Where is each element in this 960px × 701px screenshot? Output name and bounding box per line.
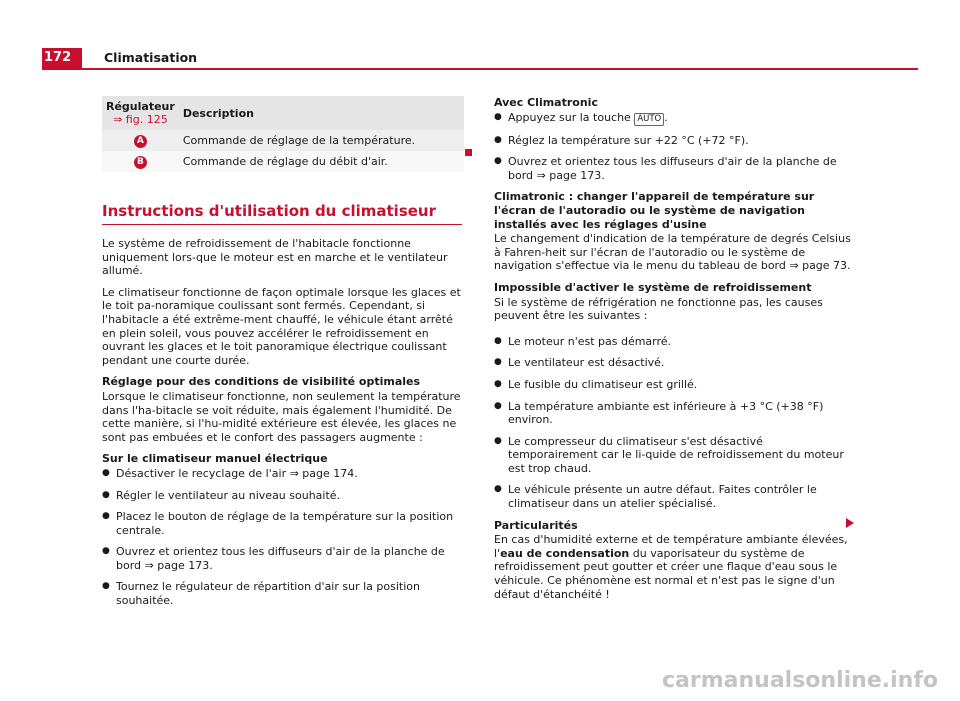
left-column-text xyxy=(102,237,462,616)
list-item: ● Le compresseur du climatiseur s'est désactivé temporairement car le li-quide de refroidissement du moteur est trop chaud. xyxy=(494,435,854,476)
table-header-row xyxy=(102,96,464,130)
subheading: Avec Climatronic xyxy=(494,96,598,109)
list-item: ● Ouvrez et orientez tous les diffuseurs d'air de la planche de bord ⇒ page 173. xyxy=(494,155,854,182)
figure-reference-link[interactable]: ⇒ fig. 125 xyxy=(113,113,168,126)
table-cell-description: Commande de réglage de la température. xyxy=(179,130,464,151)
marker-a-icon: A xyxy=(134,135,147,148)
chapter-title: Climatisation xyxy=(104,50,198,65)
paragraph: En cas d'humidité externe et de température ambiante élevées, l'eau de condensation du vaporisateur du système de refroidissement peut goutter et créer une flaque d'eau sous le véhicule. Ce phénomène est normal et n'est pas le signe d'un défaut d'étanchéité ! xyxy=(494,533,848,601)
paragraph: Lorsque le climatiseur fonctionne, non seulement la température dans l'ha-bitacle se voit réduite, mais également l'humidité. De cette manière, si l'hu-midité extérieure est élevée, les glaces ne sont pas embuées et le confort des passagers augmente : xyxy=(102,389,461,444)
list-item: ● Le moteur n'est pas démarré. xyxy=(494,335,854,349)
list-item: ● Régler le ventilateur au niveau souhaité. xyxy=(102,489,462,503)
table-cell-description: Commande de réglage du débit d'air. xyxy=(179,151,464,172)
section-title: Instructions d'utilisation du climatiseur xyxy=(102,202,462,225)
failure-causes-list xyxy=(494,335,854,511)
list-item: ● Tournez le régulateur de répartition d'air sur la position souhaitée. xyxy=(102,580,462,607)
continue-arrow-icon xyxy=(846,518,854,528)
list-item: ● Placez le bouton de réglage de la température sur la position centrale. xyxy=(102,510,462,537)
table-row xyxy=(102,130,464,151)
page-number: 172 xyxy=(42,48,82,68)
table-row xyxy=(102,151,464,172)
watermark: carmanualsonline.info xyxy=(662,668,938,693)
header-rule xyxy=(42,68,918,70)
paragraph: Si le système de réfrigération ne fonctionne pas, les causes peuvent être les suivantes : xyxy=(494,295,823,323)
paragraph: Le climatiseur fonctionne de façon optimale lorsque les glaces et le toit pa-noramique coulissant sont fermés. Cependant, si l'habitacle a été extrême-ment chauffé, le véhicule étant arrêté en plein soleil, vous pouvez accélérer le refroidissement en ouvrant les glaces et le toit panoramique électrique coulissant pendant une courte durée. xyxy=(102,285,461,367)
subheading: Particularités xyxy=(494,518,578,532)
subheading: Sur le climatiseur manuel électrique xyxy=(102,452,328,466)
list-item: ● Réglez la température sur +22 °C (+72 °F). xyxy=(494,134,854,148)
column-header-description: Description xyxy=(179,96,464,130)
page-header xyxy=(42,48,918,70)
column-header-regulator-label: Régulateur xyxy=(106,100,175,113)
list-item: ● Le fusible du climatiseur est grillé. xyxy=(494,378,854,392)
right-column-text xyxy=(494,96,854,609)
regulator-table-block xyxy=(102,96,462,172)
subheading: Climatronic : changer l'appareil de température sur l'écran de l'autoradio ou le système de navigation installés avec les réglages d'usine xyxy=(494,190,815,231)
marker-b-icon: B xyxy=(134,156,147,169)
paragraph: Le changement d'indication de la température de degrés Celsius à Fahren-heit sur l'écran de l'autoradio ou le système de navigation s'effectue via le menu du tableau de bord ⇒ page 73. xyxy=(494,232,851,273)
manual-ac-steps-list xyxy=(102,467,462,608)
paragraph: Le système de refroidissement de l'habitacle fonctionne uniquement lors-que le moteur est en marche et le ventilateur allumé. xyxy=(102,237,448,278)
list-item: ● La température ambiante est inférieure à +3 °C (+38 °F) environ. xyxy=(494,400,854,427)
subheading: Réglage pour des conditions de visibilité optimales xyxy=(102,375,421,389)
list-item: ● Désactiver le recyclage de l'air ⇒ page 174. xyxy=(102,467,462,481)
list-item: ● Le véhicule présente un autre défaut. Faites contrôler le climatiseur dans un atelier spécialisé. xyxy=(494,483,854,510)
column-header-regulator xyxy=(102,96,179,130)
auto-key-icon: AUTO xyxy=(634,113,664,126)
list-item: ● Le ventilateur est désactivé. xyxy=(494,356,854,370)
subheading: Impossible d'activer le système de refroidissement xyxy=(494,280,812,294)
climatronic-steps-list xyxy=(494,111,854,183)
list-item: ● Appuyez sur la touche AUTO . xyxy=(494,111,854,126)
section-end-square-icon xyxy=(465,149,472,156)
bold-term: eau de condensation xyxy=(500,546,630,560)
regulator-table xyxy=(102,96,464,172)
list-item: ● Ouvrez et orientez tous les diffuseurs d'air de la planche de bord ⇒ page 173. xyxy=(102,545,462,572)
